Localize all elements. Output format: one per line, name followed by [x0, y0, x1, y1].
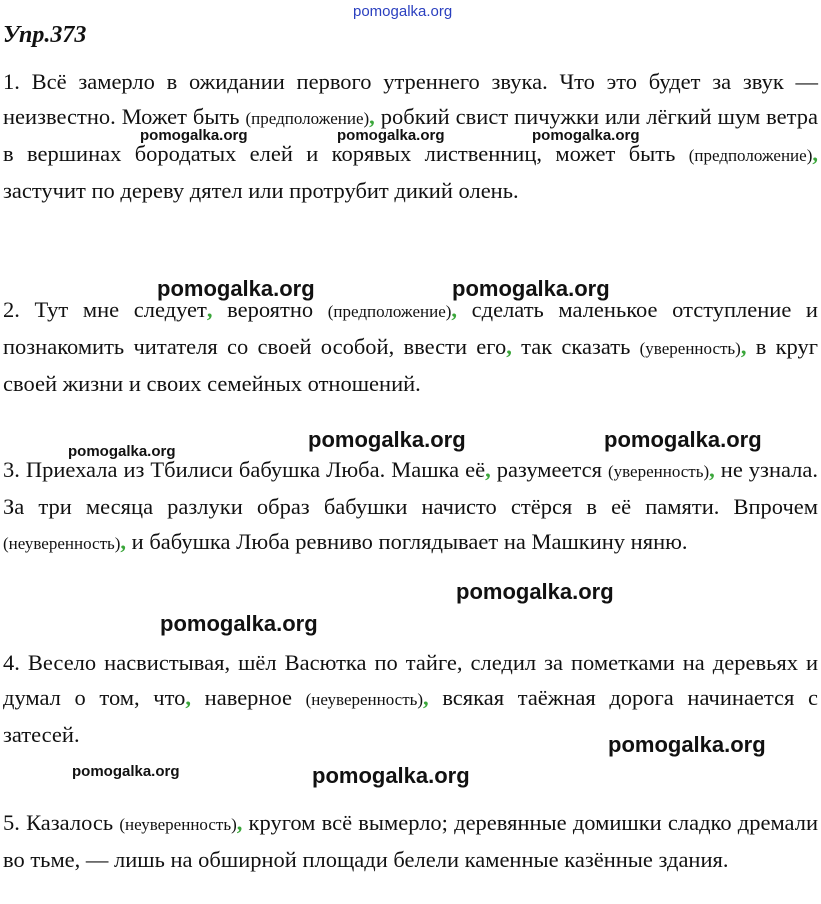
p2-text-5: в круг своей жизни и своих семейных отношений. [3, 334, 818, 396]
p4-note-1: (неуверенность) [305, 690, 424, 709]
paragraph-5 [3, 805, 818, 877]
p2-comma-3: , [506, 334, 512, 359]
watermark-p2-a: pomogalka.org [157, 276, 315, 301]
watermark-p3-a: pomogalka.org [68, 443, 176, 460]
p5-text-1: 5. Казалось [3, 810, 120, 835]
p2-note-2: (уверенность) [639, 339, 741, 358]
watermark-p4-a: pomogalka.org [456, 579, 614, 604]
p4-comma-2: , [423, 685, 429, 710]
p3-comma-1: , [485, 457, 491, 482]
p2-text-1: 2. Тут мне следует [3, 297, 207, 322]
p2-comma-1: , [206, 297, 213, 322]
p5-note-1: (неуверенность) [119, 815, 237, 834]
p1-comma-1: , [369, 104, 375, 129]
p3-text-3: не узнала. За три месяца разлуки образ бабушки начисто стёрся в её памяти. Впрочем [3, 457, 819, 519]
watermark-top: pomogalka.org [353, 3, 453, 20]
watermark-p2-b: pomogalka.org [452, 276, 610, 301]
p2-text-2: вероятно [212, 297, 328, 322]
p1-text-3: застучит по дереву дятел или протрубит дикий олень. [3, 178, 519, 203]
watermark-p3-c: pomogalka.org [604, 427, 762, 452]
p3-note-2: (неуверенность) [3, 534, 121, 553]
watermark-p4-b: pomogalka.org [160, 611, 318, 636]
p1-comma-2: , [812, 141, 818, 166]
paragraph-2 [3, 292, 818, 401]
watermark-p5-c: pomogalka.org [312, 763, 470, 788]
p4-text-2: наверное [191, 685, 306, 710]
p4-text-1: 4. Весело насвистывая, шёл Васютка по тайге, следил за пометками на деревьях и думал о том, что [3, 650, 818, 710]
p1-text-1: 1. Всё замерло в ожидании первого утреннего звука. Что это будет за звук — неизвестно. Может быть [3, 69, 818, 129]
p5-comma-1: , [236, 810, 243, 835]
paragraph-3 [3, 452, 818, 561]
watermark-p3-b: pomogalka.org [308, 427, 466, 452]
exercise-title: Упр.373 [3, 22, 87, 48]
p3-note-1: (уверенность) [607, 462, 710, 481]
p1-text-2: робкий свист пичужки или лёгкий шум ветра в вершинах бородатых елей и корявых лиственниц, может быть [3, 104, 818, 166]
p5-text-2: кругом всё вымерло; деревянные домишки сладко дремали во тьме, — лишь на обширной площади белели каменные казённые здания. [3, 810, 818, 872]
p2-text-4: так сказать [511, 334, 640, 359]
p2-note-1: (предположение) [327, 302, 452, 321]
p4-text-3: всякая таёжная дорога начинается с затесей. [3, 685, 818, 747]
p1-note-2: (предположение) [688, 146, 813, 165]
p1-note-1: (предположение) [245, 109, 370, 128]
p3-text-4: и бабушка Люба ревниво поглядывает на Машкину няню. [126, 529, 688, 554]
p3-comma-3: , [120, 529, 127, 554]
watermark-p1-b: pomogalka.org [337, 127, 445, 144]
p3-text-1: 3. Приехала из Тбилиси бабушка Люба. Машка её [3, 457, 486, 482]
watermark-p5-a: pomogalka.org [608, 732, 766, 757]
p3-comma-2: , [709, 457, 715, 482]
p2-comma-2: , [451, 297, 458, 322]
p3-text-2: разумеется [490, 457, 608, 482]
p4-comma-1: , [185, 685, 192, 710]
p2-text-3: сделать маленькое отступление и познакомить читателя со своей особой, ввести его [3, 297, 818, 359]
watermark-p1-c: pomogalka.org [532, 127, 640, 144]
watermark-p5-b: pomogalka.org [72, 763, 180, 780]
watermark-p1-a: pomogalka.org [140, 127, 248, 144]
p2-comma-4: , [740, 334, 747, 359]
